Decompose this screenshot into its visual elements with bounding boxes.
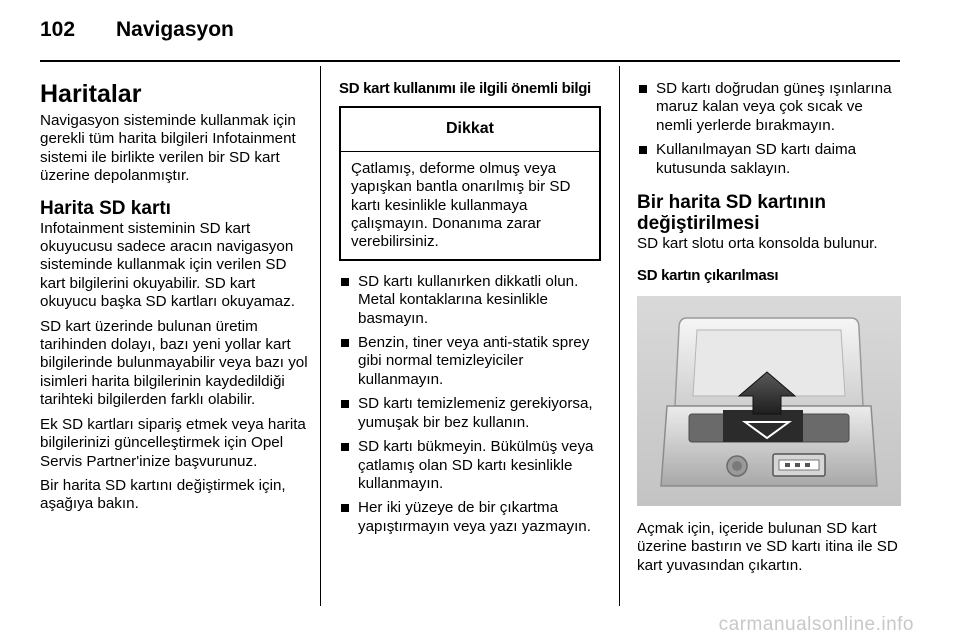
left-column <box>40 76 308 520</box>
notice-box <box>339 106 601 260</box>
paragraph: Bir harita SD kartını değiştirmek için, aşağıya bakın. <box>40 476 286 513</box>
section-title: Navigasyon <box>116 18 234 41</box>
sd-card-subheading: Harita SD kartı <box>40 197 171 219</box>
bullet-icon <box>341 504 349 512</box>
sd-slot-illustration <box>637 296 901 506</box>
storage-bullet-list <box>637 80 903 178</box>
column-divider-left <box>320 66 321 606</box>
page-number: 102 <box>40 18 76 41</box>
removal-instructions: Açmak için, içeride bulunan SD kart üzerine bastırın ve SD kartı itina ile SD kart yuvasından çıkartın. <box>637 519 898 574</box>
middle-column <box>339 80 601 542</box>
sd-usage-heading: SD kart kullanımı ile ilgili önemli bilgi <box>339 80 591 97</box>
maps-heading: Haritalar <box>40 80 142 108</box>
watermark: carmanualsonline.info <box>718 614 914 635</box>
list-item: SD kartı bükmeyin. Bükülmüş veya çatlamış olan SD kartı kesinlikle kullanmayın. <box>339 438 601 493</box>
list-item: Kullanılmayan SD kartı daima kutusunda saklayın. <box>637 141 903 178</box>
replace-card-heading: Bir harita SD kartının değiştirilmesi <box>637 192 826 235</box>
list-item: SD kartı doğrudan güneş ışınlarına maruz kalan veya çok sıcak ve nemli yerlerde bırakmayın. <box>637 80 903 135</box>
paragraph: SD kart üzerinde bulunan üretim tarihinden dolayı, bazı yeni yollar kart bilgilerinde bulunmayabilir veya bazı yol isimleri harita bilgilerinin kaydedildiği tarihteki bilgilerden farklı olabilir. <box>40 317 308 409</box>
list-item: SD kartı kullanırken dikkatli olun. Metal kontaklarına kesinlikle basmayın. <box>339 273 601 328</box>
column-divider-right <box>619 66 620 606</box>
bullet-icon <box>639 146 647 154</box>
paragraph: Infotainment sisteminin SD kart okuyucusu sadece aracın navigasyon sisteminde kullanmak için verilen SD kart bilgilerini okuyabilir. SD kart okuyucu başka SD kartları okuyamaz. <box>40 219 295 311</box>
right-column <box>637 80 903 581</box>
bullet-icon <box>341 400 349 408</box>
sd-slot-drawing <box>637 296 901 506</box>
notice-body: Çatlamış, deforme olmuş veya yapışkan bantla onarılmış bir SD kartı kesinlikle kullanmaya çalışmayın. Donanıma zarar verebilirsiniz. <box>351 159 571 251</box>
list-item: Benzin, tiner veya anti-statik sprey gibi normal temizleyiciler kullanmayın. <box>339 334 601 389</box>
bullet-icon <box>341 443 349 451</box>
usage-bullet-list <box>339 273 601 536</box>
bullet-icon <box>341 278 349 286</box>
list-item: Her iki yüzeye de bir çıkartma yapıştırmayın veya yazı yazmayın. <box>339 499 601 536</box>
header-rule <box>40 60 900 62</box>
paragraph: Ek SD kartları sipariş etmek veya harita bilgilerinizi güncelleştirmek için Opel Servis Partner'inize başvurunuz. <box>40 415 306 470</box>
notice-title: Dikkat <box>341 108 599 151</box>
bullet-icon <box>639 85 647 93</box>
slot-location-text: SD kart slotu orta konsolda bulunur. <box>637 235 878 253</box>
list-item: SD kartı temizlemeniz gerekiyorsa, yumuşak bir bez kullanın. <box>339 395 601 432</box>
card-removal-subheading: SD kartın çıkarılması <box>637 267 779 285</box>
intro-paragraph: Navigasyon sisteminde kullanmak için gerekli tüm harita bilgileri Infotainment sistemi ile birlikte verilen bir SD kart üzerine depolanmıştır. <box>40 112 296 185</box>
bullet-icon <box>341 339 349 347</box>
